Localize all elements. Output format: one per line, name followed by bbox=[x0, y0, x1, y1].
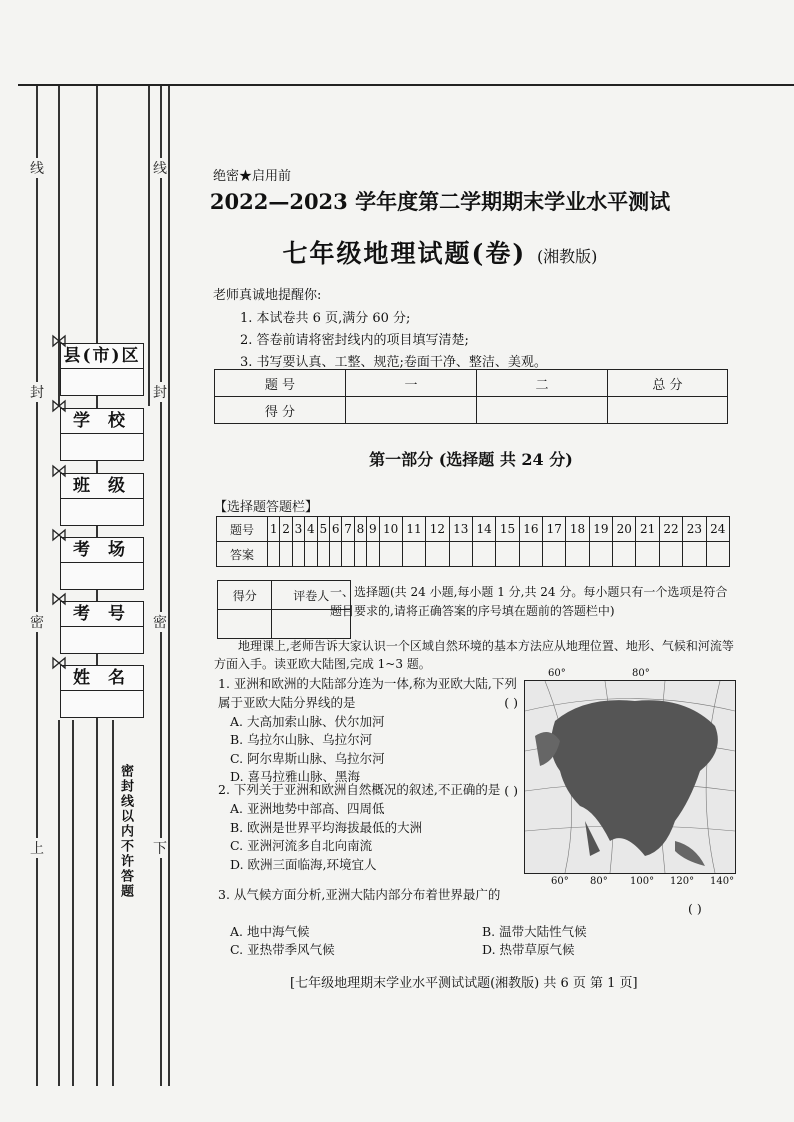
asia-europe-map bbox=[524, 680, 736, 874]
answer-cell[interactable] bbox=[402, 542, 425, 567]
field-school[interactable] bbox=[60, 408, 144, 461]
answer-cell[interactable] bbox=[317, 542, 329, 567]
field-exam-number[interactable] bbox=[60, 601, 144, 654]
map-label: 120° bbox=[670, 876, 695, 887]
option: D. 热带草原气候 bbox=[482, 942, 575, 957]
map-label: 100° bbox=[630, 876, 655, 887]
answer-number: 13 bbox=[449, 517, 472, 542]
answer-cell[interactable] bbox=[519, 542, 542, 567]
answer-number: 8 bbox=[354, 517, 366, 542]
binding-line bbox=[58, 720, 60, 1086]
field-label: 班 级 bbox=[61, 474, 143, 499]
answer-cell[interactable] bbox=[354, 542, 366, 567]
bow-icon bbox=[52, 334, 66, 348]
option: C. 亚热带季风气候 bbox=[230, 942, 335, 957]
map-label: 60° bbox=[551, 876, 569, 887]
binding-line bbox=[160, 86, 162, 1086]
score-cell[interactable] bbox=[477, 397, 608, 424]
answer-number: 11 bbox=[402, 517, 425, 542]
map-label: 80° bbox=[632, 668, 650, 679]
binding-line bbox=[112, 720, 114, 1086]
page-footer: [七年级地理期末学业水平测试试题(湘教版) 共 6 页 第 1 页] bbox=[290, 976, 638, 991]
field-exam-room[interactable] bbox=[60, 537, 144, 590]
answer-number: 21 bbox=[636, 517, 659, 542]
subject-title: 七年级地理试题(卷) bbox=[282, 239, 527, 268]
binding-mark: 线 bbox=[30, 158, 44, 178]
answer-cell[interactable] bbox=[566, 542, 589, 567]
field-label: 学 校 bbox=[61, 409, 143, 434]
binding-mark: 封 bbox=[153, 382, 167, 402]
field-blank[interactable] bbox=[61, 627, 143, 653]
field-label: 考 场 bbox=[61, 538, 143, 563]
answer-number: 10 bbox=[379, 517, 402, 542]
field-class[interactable] bbox=[60, 473, 144, 526]
answer-number: 18 bbox=[566, 517, 589, 542]
rule-item: 2. 答卷前请将密封线内的项目填写清楚; bbox=[240, 333, 469, 348]
question-3 bbox=[218, 886, 518, 905]
score-header: 题 号 bbox=[215, 370, 346, 397]
question-stem: 1. 亚洲和欧洲的大陆部分连为一体,称为亚欧大陆,下列属于亚欧大陆分界线的是 bbox=[218, 676, 517, 710]
answer-blank: ( ) bbox=[504, 782, 518, 798]
answer-sheet-label: 【选择题答题栏】 bbox=[214, 500, 319, 515]
map-label: 140° bbox=[710, 876, 735, 887]
option: D. 喜马拉雅山脉、黑海 bbox=[230, 769, 361, 784]
answer-blank: ( ) bbox=[688, 901, 702, 916]
score-row-label: 得 分 bbox=[215, 397, 346, 424]
grader-cell[interactable] bbox=[218, 610, 272, 639]
section-instructions: 一、选择题(共 24 小题,每小题 1 分,共 24 分。每小题只有一个选项是符合题目要求的,请将正确答案的序号填在题前的答题栏中) bbox=[330, 585, 728, 618]
binding-line bbox=[36, 86, 38, 1086]
option: B. 欧洲是世界平均海拔最低的大洲 bbox=[230, 819, 423, 835]
answer-number: 14 bbox=[472, 517, 495, 542]
answer-cell[interactable] bbox=[426, 542, 449, 567]
field-blank[interactable] bbox=[61, 369, 143, 395]
top-border-line bbox=[18, 84, 794, 86]
field-label: 考 号 bbox=[61, 602, 143, 627]
field-name[interactable] bbox=[60, 665, 144, 718]
answer-number: 20 bbox=[613, 517, 636, 542]
answer-cell[interactable] bbox=[292, 542, 304, 567]
answer-row-label: 答案 bbox=[217, 542, 268, 567]
field-blank[interactable] bbox=[61, 499, 143, 525]
answer-cell[interactable] bbox=[342, 542, 354, 567]
answer-number: 3 bbox=[292, 517, 304, 542]
map-label: 60° bbox=[548, 668, 566, 679]
score-cell[interactable] bbox=[608, 397, 728, 424]
map-label: 80° bbox=[590, 876, 608, 887]
option: B. 乌拉尔山脉、乌拉尔河 bbox=[230, 732, 373, 747]
answer-number: 7 bbox=[342, 517, 354, 542]
bow-icon bbox=[52, 464, 66, 478]
exam-title: 2022—2023 学年度第二学期期末学业水平测试 bbox=[209, 189, 671, 214]
field-blank[interactable] bbox=[61, 434, 143, 460]
bow-icon bbox=[52, 399, 66, 413]
field-blank[interactable] bbox=[61, 563, 143, 589]
answer-number: 16 bbox=[519, 517, 542, 542]
answer-cell[interactable] bbox=[543, 542, 566, 567]
answer-cell[interactable] bbox=[613, 542, 636, 567]
answer-cell[interactable] bbox=[449, 542, 472, 567]
question-stem: 3. 从气候方面分析,亚洲大陆内部分布着世界最广的 bbox=[218, 887, 501, 902]
answer-number: 2 bbox=[280, 517, 292, 542]
option: C. 亚洲河流多自北向南流 bbox=[230, 838, 373, 853]
answer-number: 5 bbox=[317, 517, 329, 542]
answer-cell[interactable] bbox=[496, 542, 519, 567]
reminder-title: 老师真诚地提醒你: bbox=[213, 288, 322, 303]
answer-cell[interactable] bbox=[280, 542, 292, 567]
option: A. 亚洲地势中部高、四周低 bbox=[230, 801, 385, 816]
answer-cell[interactable] bbox=[706, 542, 729, 567]
part-title: 第一部分 (选择题 共 24 分) bbox=[369, 450, 573, 469]
score-header: 二 bbox=[477, 370, 608, 397]
answer-cell[interactable] bbox=[379, 542, 402, 567]
field-blank[interactable] bbox=[61, 691, 143, 717]
answer-row-label: 题号 bbox=[217, 517, 268, 542]
binding-line bbox=[168, 86, 170, 1086]
option: C. 阿尔卑斯山脉、乌拉尔河 bbox=[230, 750, 385, 766]
answer-cell[interactable] bbox=[683, 542, 706, 567]
answer-cell[interactable] bbox=[305, 542, 317, 567]
binding-line bbox=[72, 720, 74, 1086]
answer-number: 19 bbox=[589, 517, 612, 542]
answer-cell[interactable] bbox=[329, 542, 341, 567]
answer-table bbox=[216, 516, 730, 567]
option: D. 欧洲三面临海,环境宜人 bbox=[230, 856, 377, 872]
score-header: 总 分 bbox=[608, 370, 728, 397]
map-graphic bbox=[525, 681, 735, 873]
rule-item: 1. 本试卷共 6 页,满分 60 分; bbox=[240, 311, 411, 326]
answer-cell[interactable] bbox=[636, 542, 659, 567]
bow-icon bbox=[52, 592, 66, 606]
option: A. 大高加索山脉、伏尔加河 bbox=[230, 713, 385, 729]
binding-mark: 线 bbox=[153, 158, 167, 178]
binding-mark: 封 bbox=[30, 382, 44, 402]
answer-cell[interactable] bbox=[268, 542, 280, 567]
answer-cell[interactable] bbox=[472, 542, 495, 567]
answer-number: 9 bbox=[367, 517, 379, 542]
bow-icon bbox=[52, 528, 66, 542]
answer-number: 1 bbox=[268, 517, 280, 542]
binding-mark: 下 bbox=[153, 838, 167, 858]
answer-number: 23 bbox=[683, 517, 706, 542]
binding-mark: 密 bbox=[30, 612, 44, 632]
grader-header: 评卷人 bbox=[272, 581, 351, 610]
exam-subtitle bbox=[180, 234, 700, 270]
question-stem: 2. 下列关于亚洲和欧洲自然概况的叙述,不正确的是 bbox=[218, 782, 501, 797]
answer-cell[interactable] bbox=[367, 542, 379, 567]
intro-paragraph: 地理课上,老师告诉大家认识一个区域自然环境的基本方法应从地理位置、地形、气候和河流等方面入手。读亚欧大陆图,完成 1~3 题。 bbox=[214, 639, 734, 671]
score-cell[interactable] bbox=[346, 397, 477, 424]
seal-notice: 密封线以内不许答题 bbox=[118, 764, 133, 899]
answer-number: 4 bbox=[305, 517, 317, 542]
score-header: 一 bbox=[346, 370, 477, 397]
field-label: 姓 名 bbox=[61, 666, 143, 691]
answer-number: 22 bbox=[659, 517, 682, 542]
binding-mark: 密 bbox=[153, 612, 167, 632]
answer-number: 6 bbox=[329, 517, 341, 542]
bow-icon bbox=[52, 656, 66, 670]
answer-number: 24 bbox=[706, 517, 729, 542]
option: A. 地中海气候 bbox=[230, 924, 310, 939]
confidential-label: 绝密★启用前 bbox=[213, 169, 292, 184]
rule-item: 3. 书写要认真、工整、规范;卷面干净、整洁、美观。 bbox=[240, 355, 547, 370]
answer-blank: ( ) bbox=[504, 695, 518, 710]
score-table bbox=[214, 369, 728, 424]
answer-number: 15 bbox=[496, 517, 519, 542]
field-label: 县(市)区 bbox=[61, 344, 143, 369]
answer-number: 17 bbox=[543, 517, 566, 542]
option: B. 温带大陆性气候 bbox=[482, 924, 587, 939]
question-1 bbox=[218, 675, 518, 787]
field-county[interactable] bbox=[60, 343, 144, 396]
answer-cell[interactable] bbox=[589, 542, 612, 567]
answer-cell[interactable] bbox=[659, 542, 682, 567]
answer-number: 12 bbox=[426, 517, 449, 542]
question-2 bbox=[218, 781, 518, 874]
edition-label: (湘教版) bbox=[536, 247, 598, 266]
binding-line bbox=[148, 86, 150, 406]
binding-mark: 上 bbox=[30, 838, 44, 858]
grader-header: 得分 bbox=[218, 581, 272, 610]
